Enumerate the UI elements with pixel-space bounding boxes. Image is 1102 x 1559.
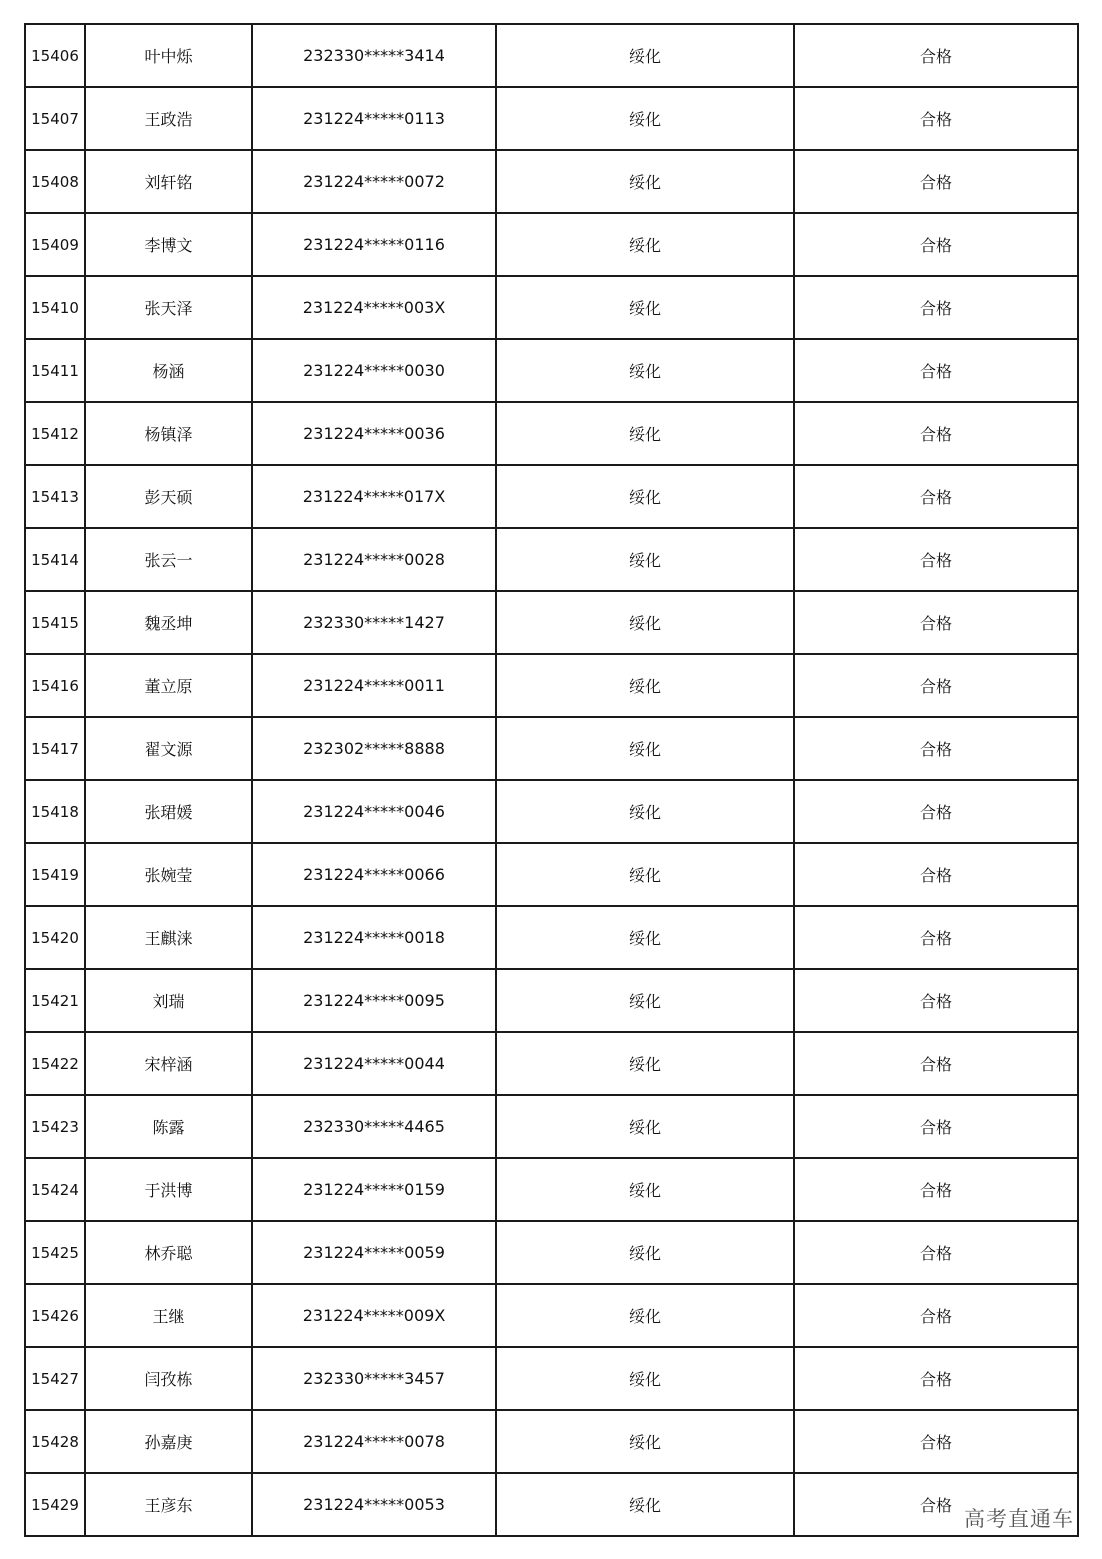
person-name: 王麒涞	[85, 906, 252, 969]
result-status: 合格	[794, 465, 1078, 528]
id-number: 231224*****0078	[252, 1410, 496, 1473]
person-name: 闫孜栋	[85, 1347, 252, 1410]
row-number: 15417	[25, 717, 85, 780]
region: 绥化	[496, 1032, 794, 1095]
result-status: 合格	[794, 1095, 1078, 1158]
table-row	[25, 24, 1078, 87]
table-row	[25, 969, 1078, 1032]
region: 绥化	[496, 213, 794, 276]
person-name: 林乔聪	[85, 1221, 252, 1284]
id-number: 231224*****0159	[252, 1158, 496, 1221]
result-status: 合格	[794, 1284, 1078, 1347]
result-status: 合格	[794, 150, 1078, 213]
person-name: 杨涵	[85, 339, 252, 402]
person-name: 董立原	[85, 654, 252, 717]
id-number: 232302*****8888	[252, 717, 496, 780]
result-status: 合格	[794, 969, 1078, 1032]
row-number: 15427	[25, 1347, 85, 1410]
result-status: 合格	[794, 1032, 1078, 1095]
result-status: 合格	[794, 591, 1078, 654]
row-number: 15425	[25, 1221, 85, 1284]
row-number: 15420	[25, 906, 85, 969]
id-number: 231224*****017X	[252, 465, 496, 528]
table-row	[25, 1032, 1078, 1095]
result-status: 合格	[794, 1221, 1078, 1284]
person-name: 宋梓涵	[85, 1032, 252, 1095]
id-number: 231224*****0036	[252, 402, 496, 465]
id-number: 231224*****003X	[252, 276, 496, 339]
region: 绥化	[496, 1410, 794, 1473]
person-name: 于洪博	[85, 1158, 252, 1221]
row-number: 15414	[25, 528, 85, 591]
table-row	[25, 591, 1078, 654]
region: 绥化	[496, 528, 794, 591]
results-table	[24, 23, 1079, 1537]
region: 绥化	[496, 1347, 794, 1410]
row-number: 15423	[25, 1095, 85, 1158]
person-name: 孙嘉庚	[85, 1410, 252, 1473]
result-status: 合格	[794, 906, 1078, 969]
id-number: 231224*****0053	[252, 1473, 496, 1536]
person-name: 王政浩	[85, 87, 252, 150]
region: 绥化	[496, 402, 794, 465]
id-number: 231224*****0030	[252, 339, 496, 402]
person-name: 彭天硕	[85, 465, 252, 528]
row-number: 15406	[25, 24, 85, 87]
id-number: 231224*****0046	[252, 780, 496, 843]
row-number: 15422	[25, 1032, 85, 1095]
table-row	[25, 1221, 1078, 1284]
table-row	[25, 654, 1078, 717]
region: 绥化	[496, 150, 794, 213]
row-number: 15412	[25, 402, 85, 465]
table-row	[25, 1158, 1078, 1221]
person-name: 王彦东	[85, 1473, 252, 1536]
result-status: 合格	[794, 717, 1078, 780]
result-status: 合格	[794, 87, 1078, 150]
row-number: 15418	[25, 780, 85, 843]
result-status: 合格	[794, 780, 1078, 843]
result-status: 合格	[794, 402, 1078, 465]
result-status: 合格	[794, 654, 1078, 717]
person-name: 李博文	[85, 213, 252, 276]
region: 绥化	[496, 276, 794, 339]
region: 绥化	[496, 780, 794, 843]
person-name: 张珺媛	[85, 780, 252, 843]
table-row	[25, 528, 1078, 591]
id-number: 231224*****0028	[252, 528, 496, 591]
table-row	[25, 843, 1078, 906]
row-number: 15410	[25, 276, 85, 339]
table-row	[25, 1410, 1078, 1473]
person-name: 张天泽	[85, 276, 252, 339]
region: 绥化	[496, 339, 794, 402]
row-number: 15426	[25, 1284, 85, 1347]
person-name: 翟文源	[85, 717, 252, 780]
id-number: 231224*****0066	[252, 843, 496, 906]
row-number: 15413	[25, 465, 85, 528]
id-number: 231224*****0113	[252, 87, 496, 150]
id-number: 232330*****3414	[252, 24, 496, 87]
result-status: 合格	[794, 276, 1078, 339]
region: 绥化	[496, 1473, 794, 1536]
row-number: 15411	[25, 339, 85, 402]
region: 绥化	[496, 1221, 794, 1284]
id-number: 232330*****3457	[252, 1347, 496, 1410]
id-number: 231224*****0018	[252, 906, 496, 969]
region: 绥化	[496, 969, 794, 1032]
person-name: 陈露	[85, 1095, 252, 1158]
result-status: 合格	[794, 213, 1078, 276]
region: 绥化	[496, 87, 794, 150]
row-number: 15429	[25, 1473, 85, 1536]
result-status: 合格	[794, 24, 1078, 87]
row-number: 15408	[25, 150, 85, 213]
table-row	[25, 276, 1078, 339]
person-name: 杨镇泽	[85, 402, 252, 465]
id-number: 231224*****0095	[252, 969, 496, 1032]
table-row	[25, 465, 1078, 528]
table-row	[25, 717, 1078, 780]
region: 绥化	[496, 1284, 794, 1347]
table-row	[25, 906, 1078, 969]
region: 绥化	[496, 654, 794, 717]
id-number: 231224*****0059	[252, 1221, 496, 1284]
region: 绥化	[496, 591, 794, 654]
result-status: 合格	[794, 1158, 1078, 1221]
person-name: 叶中烁	[85, 24, 252, 87]
id-number: 231224*****009X	[252, 1284, 496, 1347]
id-number: 232330*****1427	[252, 591, 496, 654]
person-name: 张云一	[85, 528, 252, 591]
id-number: 231224*****0116	[252, 213, 496, 276]
row-number: 15428	[25, 1410, 85, 1473]
person-name: 张婉莹	[85, 843, 252, 906]
table-row	[25, 213, 1078, 276]
person-name: 刘轩铭	[85, 150, 252, 213]
table-row	[25, 1473, 1078, 1536]
region: 绥化	[496, 906, 794, 969]
row-number: 15409	[25, 213, 85, 276]
result-status: 合格	[794, 1347, 1078, 1410]
row-number: 15424	[25, 1158, 85, 1221]
results-table-body	[25, 24, 1078, 1536]
region: 绥化	[496, 1158, 794, 1221]
watermark-text: 高考直通车	[964, 1507, 1074, 1531]
table-row	[25, 339, 1078, 402]
id-number: 231224*****0072	[252, 150, 496, 213]
person-name: 刘瑞	[85, 969, 252, 1032]
row-number: 15419	[25, 843, 85, 906]
table-row	[25, 1347, 1078, 1410]
result-status: 合格	[794, 1410, 1078, 1473]
table-row	[25, 1095, 1078, 1158]
row-number: 15415	[25, 591, 85, 654]
id-number: 231224*****0011	[252, 654, 496, 717]
region: 绥化	[496, 1095, 794, 1158]
table-row	[25, 780, 1078, 843]
result-status: 合格	[794, 1473, 1078, 1536]
result-status: 合格	[794, 843, 1078, 906]
row-number: 15416	[25, 654, 85, 717]
id-number: 232330*****4465	[252, 1095, 496, 1158]
table-row	[25, 1284, 1078, 1347]
results-sheet	[24, 23, 1077, 1534]
region: 绥化	[496, 843, 794, 906]
id-number: 231224*****0044	[252, 1032, 496, 1095]
row-number: 15407	[25, 87, 85, 150]
result-status: 合格	[794, 339, 1078, 402]
row-number: 15421	[25, 969, 85, 1032]
region: 绥化	[496, 24, 794, 87]
person-name: 王继	[85, 1284, 252, 1347]
person-name: 魏丞坤	[85, 591, 252, 654]
region: 绥化	[496, 465, 794, 528]
region: 绥化	[496, 717, 794, 780]
table-row	[25, 402, 1078, 465]
table-row	[25, 87, 1078, 150]
table-row	[25, 150, 1078, 213]
result-status: 合格	[794, 528, 1078, 591]
